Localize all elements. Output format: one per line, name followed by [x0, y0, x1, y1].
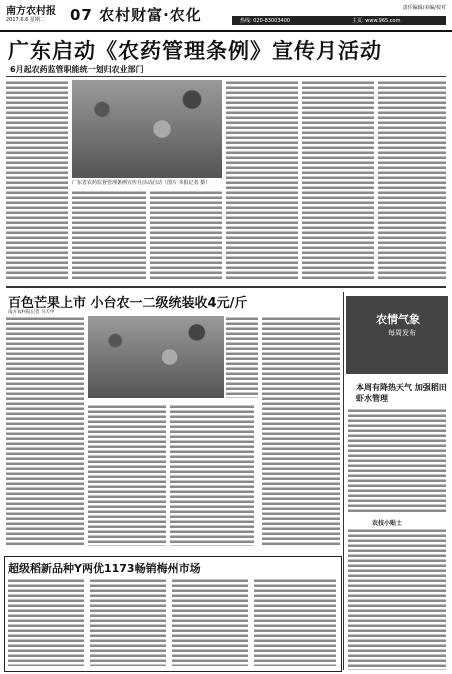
- lead-headline: 广东启动《农药管理条例》宣传月活动: [8, 39, 382, 63]
- bottom-text-col-4: [254, 578, 336, 666]
- page-label: 07 农村财富·农化: [70, 6, 202, 24]
- mango-text-col-2: [88, 404, 166, 546]
- column-divider: [343, 292, 344, 670]
- divider: [6, 76, 446, 77]
- weather-title: 农情气象: [376, 313, 420, 326]
- masthead: [0, 0, 452, 32]
- weather-subtitle: 每周发布: [388, 329, 416, 337]
- lead-subhead: 6月起农药监管职能统一划归农业部门: [10, 65, 144, 74]
- bottom-text-col-2: [90, 578, 166, 666]
- lead-text-col-1: [6, 80, 68, 280]
- mango-photo: [88, 316, 224, 398]
- hotline: 热线: 020-83003400: [240, 18, 291, 24]
- lead-photo-caption: 广东省农药监督管理条例宣传月活动启动（图片 本报记者 摄）: [72, 180, 211, 186]
- divider: [6, 286, 446, 288]
- bottom-headline: 超级稻新品种Y两优1173畅销梅州市场: [8, 562, 201, 575]
- mango-byline: 南方农村报记者 马天中: [8, 310, 55, 315]
- lead-text-col-6: [378, 80, 446, 280]
- contact-stripe: [232, 16, 446, 25]
- bottom-text-col-3: [172, 578, 248, 666]
- weather-banner: [346, 296, 448, 374]
- mango-headline: 百色芒果上市 小台农一二级统装收4元/斤: [8, 296, 248, 311]
- tips-heading: 农技小贴士: [372, 520, 403, 527]
- editor-line: 责任编辑/美编/校对: [402, 5, 446, 11]
- bottom-text-col-1: [8, 578, 84, 666]
- mango-text-col-1: [6, 316, 84, 546]
- tips-text: [348, 528, 446, 670]
- lead-photo: [72, 80, 222, 178]
- weather-text: [348, 408, 446, 514]
- issue-date: 2017.6.6 星期二: [6, 17, 45, 23]
- lead-text-col-4: [226, 80, 298, 280]
- lead-text-col-5: [302, 80, 374, 280]
- mango-caption-block: [226, 316, 258, 398]
- lead-text-col-2: [72, 190, 146, 280]
- mango-text-col-4: [262, 316, 340, 546]
- newspaper-logo: 南方农村报: [6, 6, 56, 17]
- mango-text-col-3: [170, 404, 254, 546]
- website: 主页: www.965.com: [352, 18, 401, 24]
- lead-text-col-3: [150, 190, 222, 280]
- weather-headline: 本周有降热天气 加强稻田虾水管理: [356, 383, 447, 403]
